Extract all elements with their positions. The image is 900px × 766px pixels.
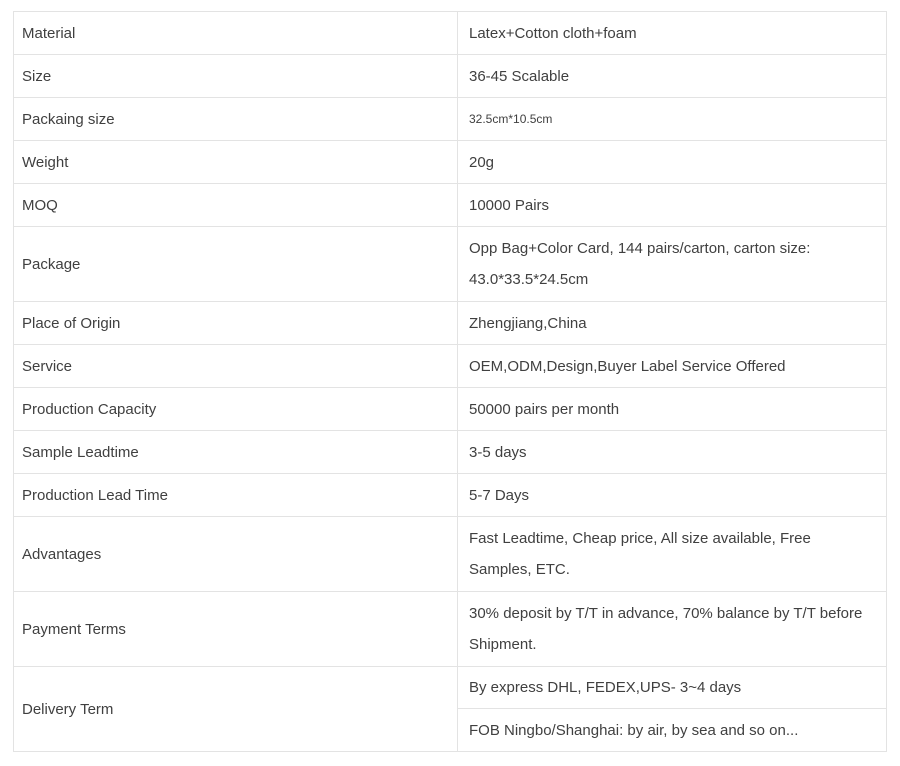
table-row — [14, 184, 886, 227]
spec-value-material: Latex+Cotton cloth+foam — [469, 24, 637, 42]
spec-value-delivery-fob: FOB Ningbo/Shanghai: by air, by sea and so on... — [469, 721, 799, 739]
table-row — [14, 302, 886, 345]
spec-value-advantages: Fast Leadtime, Cheap price, All size available, Free Samples, ETC. — [469, 530, 811, 578]
table-row — [14, 592, 886, 667]
spec-value-moq: 10000 Pairs — [469, 196, 550, 214]
spec-value-production-capacity: 50000 pairs per month — [469, 400, 620, 418]
spec-label-delivery-term: Delivery Term — [14, 667, 458, 751]
spec-value-production-lead-time: 5-7 Days — [469, 486, 530, 504]
spec-value-delivery-express: By express DHL, FEDEX,UPS- 3~4 days — [458, 667, 886, 709]
spec-value-packaging-size: 32.5cm*10.5cm — [469, 111, 553, 126]
spec-label-package: Package — [14, 227, 458, 301]
spec-value-size: 36-45 Scalable — [469, 67, 570, 85]
table-row — [14, 517, 886, 592]
table-row — [14, 431, 886, 474]
spec-value-place-of-origin: Zhengjiang,China — [469, 314, 587, 332]
spec-label-moq: MOQ — [14, 184, 458, 226]
spec-label-sample-leadtime: Sample Leadtime — [14, 431, 458, 473]
spec-value-payment-terms: 30% deposit by T/T in advance, 70% balance by T/T before Shipment. — [469, 605, 863, 653]
table-row — [14, 667, 886, 751]
table-row — [14, 227, 886, 302]
spec-label-payment-terms: Payment Terms — [14, 592, 458, 666]
spec-value-service: OEM,ODM,Design,Buyer Label Service Offered — [469, 357, 786, 375]
spec-label-place-of-origin: Place of Origin — [14, 302, 458, 344]
table-row — [14, 474, 886, 517]
spec-value-weight: 20g — [469, 153, 495, 171]
spec-value-delivery-term — [458, 667, 886, 751]
product-spec-table — [13, 11, 887, 752]
table-row — [14, 98, 886, 141]
spec-value-package: Opp Bag+Color Card, 144 pairs/carton, carton size: 43.0*33.5*24.5cm — [469, 240, 811, 288]
spec-label-packaging-size: Packaing size — [14, 98, 458, 140]
table-row — [14, 141, 886, 184]
spec-label-advantages: Advantages — [14, 517, 458, 591]
spec-label-production-lead-time: Production Lead Time — [14, 474, 458, 516]
spec-label-service: Service — [14, 345, 458, 387]
spec-label-production-capacity: Production Capacity — [14, 388, 458, 430]
spec-label-material: Material — [14, 12, 458, 54]
table-row — [14, 12, 886, 55]
spec-label-size: Size — [14, 55, 458, 97]
spec-label-weight: Weight — [14, 141, 458, 183]
table-row — [14, 55, 886, 98]
table-row — [14, 345, 886, 388]
table-row — [14, 388, 886, 431]
spec-value-sample-leadtime: 3-5 days — [469, 443, 527, 461]
